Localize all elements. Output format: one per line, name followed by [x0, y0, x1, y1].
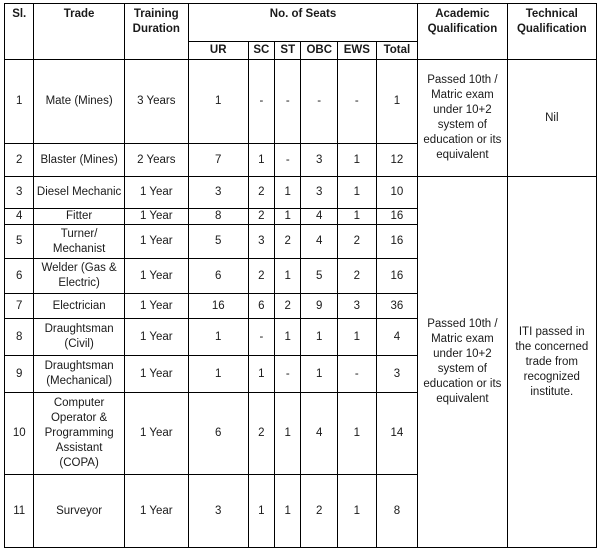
cell-trade: Fitter [34, 209, 124, 225]
cell-duration: 1 Year [124, 209, 188, 225]
header-seats-group: No. of Seats [188, 4, 417, 42]
cell-sl: 8 [5, 319, 34, 356]
cell-ews: 1 [338, 209, 377, 225]
cell-st: 1 [275, 319, 301, 356]
cell-ews: - [338, 356, 377, 393]
cell-ews: 2 [338, 225, 377, 259]
cell-duration: 1 Year [124, 294, 188, 319]
cell-duration: 3 Years [124, 60, 188, 144]
cell-st: 2 [275, 294, 301, 319]
cell-st: - [275, 60, 301, 144]
cell-sl: 9 [5, 356, 34, 393]
header-ews: EWS [338, 42, 377, 60]
cell-total: 12 [376, 144, 418, 177]
cell-ur: 1 [188, 356, 248, 393]
cell-sc: 1 [248, 356, 274, 393]
cell-ur: 1 [188, 60, 248, 144]
cell-total: 3 [376, 356, 418, 393]
header-sc: SC [248, 42, 274, 60]
cell-duration: 1 Year [124, 319, 188, 356]
cell-ur: 1 [188, 319, 248, 356]
header-total: Total [376, 42, 418, 60]
cell-total: 16 [376, 259, 418, 294]
cell-ews: 1 [338, 393, 377, 475]
cell-duration: 1 Year [124, 393, 188, 475]
cell-sc: 1 [248, 475, 274, 548]
header-obc: OBC [301, 42, 338, 60]
cell-sl: 4 [5, 209, 34, 225]
cell-ews: 1 [338, 144, 377, 177]
cell-trade: Welder (Gas & Electric) [34, 259, 124, 294]
header-trade: Trade [34, 4, 124, 60]
cell-ews: 1 [338, 475, 377, 548]
cell-total: 1 [376, 60, 418, 144]
cell-ur: 8 [188, 209, 248, 225]
cell-trade: Mate (Mines) [34, 60, 124, 144]
cell-sl: 2 [5, 144, 34, 177]
cell-sc: 6 [248, 294, 274, 319]
cell-ur: 3 [188, 475, 248, 548]
header-duration: Training Duration [124, 4, 188, 60]
cell-duration: 1 Year [124, 475, 188, 548]
cell-sl: 6 [5, 259, 34, 294]
header-academic: Academic Qualification [418, 4, 507, 60]
cell-ews: 1 [338, 177, 377, 209]
cell-st: 1 [275, 393, 301, 475]
cell-sl: 10 [5, 393, 34, 475]
cell-sl: 5 [5, 225, 34, 259]
cell-sc: 1 [248, 144, 274, 177]
cell-total: 36 [376, 294, 418, 319]
cell-ur: 16 [188, 294, 248, 319]
cell-sc: 2 [248, 393, 274, 475]
cell-technical-qualification: ITI passed in the concerned trade from recognized institute. [507, 177, 596, 548]
cell-st: 1 [275, 475, 301, 548]
cell-obc: 4 [301, 225, 338, 259]
cell-trade: Surveyor [34, 475, 124, 548]
cell-sc: 3 [248, 225, 274, 259]
cell-obc: 3 [301, 177, 338, 209]
cell-st: - [275, 144, 301, 177]
cell-total: 16 [376, 225, 418, 259]
cell-obc: 2 [301, 475, 338, 548]
cell-sl: 3 [5, 177, 34, 209]
cell-trade: Computer Operator & Programming Assistant (COPA) [34, 393, 124, 475]
cell-st: 1 [275, 209, 301, 225]
cell-ur: 6 [188, 259, 248, 294]
cell-total: 14 [376, 393, 418, 475]
cell-st: 2 [275, 225, 301, 259]
cell-ur: 3 [188, 177, 248, 209]
cell-obc: 1 [301, 356, 338, 393]
cell-ews: 2 [338, 259, 377, 294]
seats-table [4, 3, 597, 548]
cell-obc: 3 [301, 144, 338, 177]
header-st: ST [275, 42, 301, 60]
cell-sc: - [248, 319, 274, 356]
cell-ews: 3 [338, 294, 377, 319]
cell-obc: 4 [301, 393, 338, 475]
cell-ews: - [338, 60, 377, 144]
cell-trade: Draughtsman (Civil) [34, 319, 124, 356]
cell-academic-qualification: Passed 10th / Matric exam under 10+2 system of education or its equivalent [418, 177, 507, 548]
cell-academic-qualification: Passed 10th / Matric exam under 10+2 system of education or its equivalent [418, 60, 507, 177]
cell-duration: 1 Year [124, 259, 188, 294]
cell-technical-qualification: Nil [507, 60, 596, 177]
cell-trade: Draughtsman (Mechanical) [34, 356, 124, 393]
cell-ur: 7 [188, 144, 248, 177]
header-sl: Sl. [5, 4, 34, 60]
cell-trade: Blaster (Mines) [34, 144, 124, 177]
cell-sl: 7 [5, 294, 34, 319]
cell-obc: - [301, 60, 338, 144]
cell-trade: Turner/ Mechanist [34, 225, 124, 259]
cell-st: - [275, 356, 301, 393]
table-row [5, 60, 597, 144]
cell-sc: 2 [248, 209, 274, 225]
cell-total: 8 [376, 475, 418, 548]
cell-obc: 4 [301, 209, 338, 225]
table-row [5, 177, 597, 209]
cell-duration: 1 Year [124, 225, 188, 259]
cell-duration: 1 Year [124, 177, 188, 209]
cell-st: 1 [275, 177, 301, 209]
cell-sc: 2 [248, 177, 274, 209]
cell-total: 16 [376, 209, 418, 225]
cell-duration: 1 Year [124, 356, 188, 393]
cell-obc: 1 [301, 319, 338, 356]
cell-obc: 9 [301, 294, 338, 319]
cell-ews: 1 [338, 319, 377, 356]
cell-trade: Diesel Mechanic [34, 177, 124, 209]
cell-st: 1 [275, 259, 301, 294]
header-technical: Technical Qualification [507, 4, 596, 60]
cell-obc: 5 [301, 259, 338, 294]
cell-sc: - [248, 60, 274, 144]
cell-duration: 2 Years [124, 144, 188, 177]
cell-sl: 1 [5, 60, 34, 144]
cell-ur: 6 [188, 393, 248, 475]
header-ur: UR [188, 42, 248, 60]
cell-ur: 5 [188, 225, 248, 259]
cell-trade: Electrician [34, 294, 124, 319]
cell-sc: 2 [248, 259, 274, 294]
cell-total: 4 [376, 319, 418, 356]
cell-sl: 11 [5, 475, 34, 548]
cell-total: 10 [376, 177, 418, 209]
